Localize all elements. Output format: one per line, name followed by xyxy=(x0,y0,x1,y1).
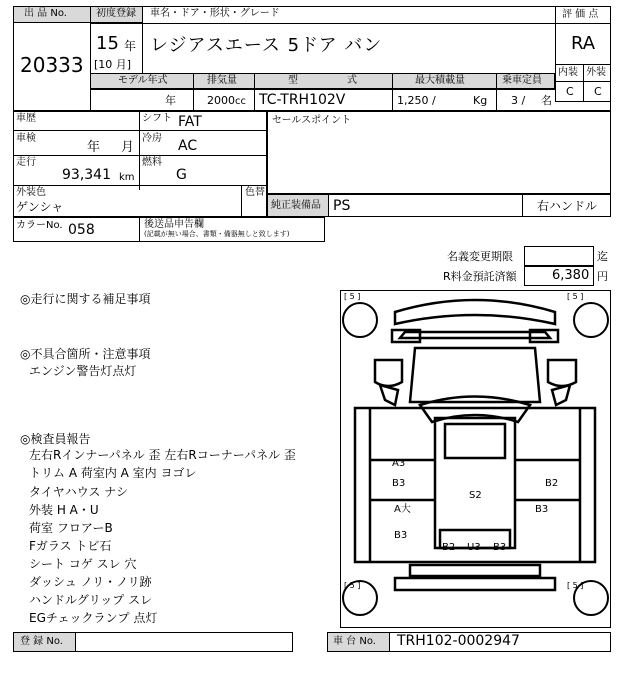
inspector-title: ◎検査員報告 xyxy=(20,432,91,446)
inspector-line: シート コゲ スレ 穴 xyxy=(29,557,137,571)
damage-mark: B3 xyxy=(493,542,507,553)
sales-point-label: セールスポイント xyxy=(272,115,352,126)
damage-mark: A大 xyxy=(394,504,411,515)
exterior-label: 外装 xyxy=(586,67,606,78)
tire-label-fl: [ 5 ] xyxy=(344,292,361,301)
inspection-label: 車検 xyxy=(16,133,36,144)
damage-mark: B3 xyxy=(394,530,408,541)
exterior-score: C xyxy=(594,85,602,98)
model-year-label: モデル年式 xyxy=(118,75,168,86)
car-name: レジアスエース 5ドア バン xyxy=(150,35,383,56)
shift-value: FAT xyxy=(178,114,202,130)
inspector-line: ハンドルグリップ スレ xyxy=(29,593,153,607)
fuel-label: 燃料 xyxy=(142,157,162,168)
damage-mark: A3 xyxy=(392,458,406,469)
displacement-label: 排気量 xyxy=(207,75,237,86)
mileage-unit: km xyxy=(119,172,135,183)
inspector-line: 左右Rインナーパネル 歪 左右Rコーナーパネル 歪 xyxy=(29,448,296,462)
tire-front-left xyxy=(343,303,377,337)
aircon-value: AC xyxy=(178,138,198,154)
damage-mark: B2 xyxy=(545,478,559,489)
name-change-box xyxy=(524,246,594,266)
tire-label-rr: [ 5 ] xyxy=(567,581,584,590)
chassis-label: 車 台 No. xyxy=(333,636,376,647)
color-no-value: 058 xyxy=(68,222,95,238)
capacity-unit: 名 xyxy=(541,94,552,107)
damage-mark: S2 xyxy=(469,490,482,501)
name-change-label: 名義変更期限 xyxy=(447,250,513,263)
history-label: 車歴 xyxy=(16,113,36,124)
damage-mark: B2 xyxy=(442,542,456,553)
equipment-label: 純正装備品 xyxy=(271,200,321,211)
max-load-label: 最大積載量 xyxy=(415,75,465,86)
late-doc-label: 後送品申告欄 xyxy=(144,219,204,230)
mileage-label: 走行 xyxy=(16,157,36,168)
fuel-value: G xyxy=(176,167,187,183)
type-code: TC-TRH102V xyxy=(259,92,346,108)
interior-label: 内装 xyxy=(558,67,578,78)
reg-year: 15 xyxy=(96,33,119,54)
type-label-2: 式 xyxy=(347,75,357,86)
model-year-unit: 年 xyxy=(165,94,176,107)
displacement-value: 2000 xyxy=(207,94,235,107)
handle-value: 右ハンドル xyxy=(537,199,598,213)
color-value: ゲンシャ xyxy=(16,200,64,214)
recycle-unit: 円 xyxy=(597,270,608,283)
aircon-label: 冷房 xyxy=(142,133,162,144)
vehicle-damage-diagram xyxy=(340,290,611,628)
interior-score: C xyxy=(566,85,574,98)
eval-label: 評 価 点 xyxy=(562,9,599,20)
inspection-year: 年 xyxy=(87,140,101,155)
inspection-month: 月 xyxy=(121,140,135,155)
recycle-label: R料金預託済額 xyxy=(443,270,517,283)
max-load-value: 1,250 / xyxy=(397,94,436,107)
inspector-line: Fガラス トビ石 xyxy=(29,539,112,553)
inspector-line: トリム A 荷室内 A 室内 ヨゴレ xyxy=(29,466,197,480)
displacement-unit: cc xyxy=(235,96,246,107)
tire-front-right xyxy=(574,303,608,337)
type-label: 型 xyxy=(288,75,298,86)
tire-label-fr: [ 5 ] xyxy=(567,292,584,301)
inspector-line: 荷室 フロアーB xyxy=(29,521,113,535)
reg-no-label: 登 録 No. xyxy=(20,636,63,647)
color-label: 外装色 xyxy=(16,187,46,198)
equipment-value: PS xyxy=(333,198,351,214)
inspector-line: タイヤハウス ナシ xyxy=(29,485,128,499)
capacity-label: 乗車定員 xyxy=(502,75,542,86)
eval-score: RA xyxy=(571,33,596,54)
reg-month: [10 月] xyxy=(94,58,132,71)
damage-mark: B3 xyxy=(535,504,549,515)
capacity-value: 3 / xyxy=(511,94,526,107)
damage-mark: B3 xyxy=(392,478,406,489)
damage-mark: U3 xyxy=(467,542,481,553)
chassis-number: TRH102-0002947 xyxy=(397,633,520,649)
driving-notes-title: ◎走行に関する補足事項 xyxy=(20,292,151,306)
inspector-line: ダッシュ ノリ・ノリ跡 xyxy=(29,575,152,589)
defect-line: エンジン警告灯点灯 xyxy=(29,364,137,378)
tire-label-rl: [ 5 ] xyxy=(344,581,361,590)
defects-title: ◎不具合箇所・注意事項 xyxy=(20,347,151,361)
lot-number: 20333 xyxy=(20,53,84,77)
inspector-line: 外装 H A・U xyxy=(29,503,99,517)
recycle-value: 6,380 xyxy=(552,268,590,283)
shift-label: シフト xyxy=(142,113,172,124)
color-no-label: カラーNo. xyxy=(16,220,63,231)
car-name-label: 車名・ドア・形状・グレード xyxy=(150,8,280,19)
late-doc-note: (記載が無い場合、書類・備器無しと致します) xyxy=(144,230,290,238)
inspector-line: EGチェックランプ 点灯 xyxy=(29,611,158,625)
max-load-unit: Kg xyxy=(473,94,488,107)
first-reg-label: 初度登録 xyxy=(96,8,136,19)
name-change-unit: 迄 xyxy=(597,250,608,263)
reg-year-unit: 年 xyxy=(124,39,137,53)
mileage-value: 93,341 xyxy=(62,167,111,183)
repaint-label: 色替 xyxy=(245,187,265,198)
lot-label: 出 品 No. xyxy=(24,8,67,19)
